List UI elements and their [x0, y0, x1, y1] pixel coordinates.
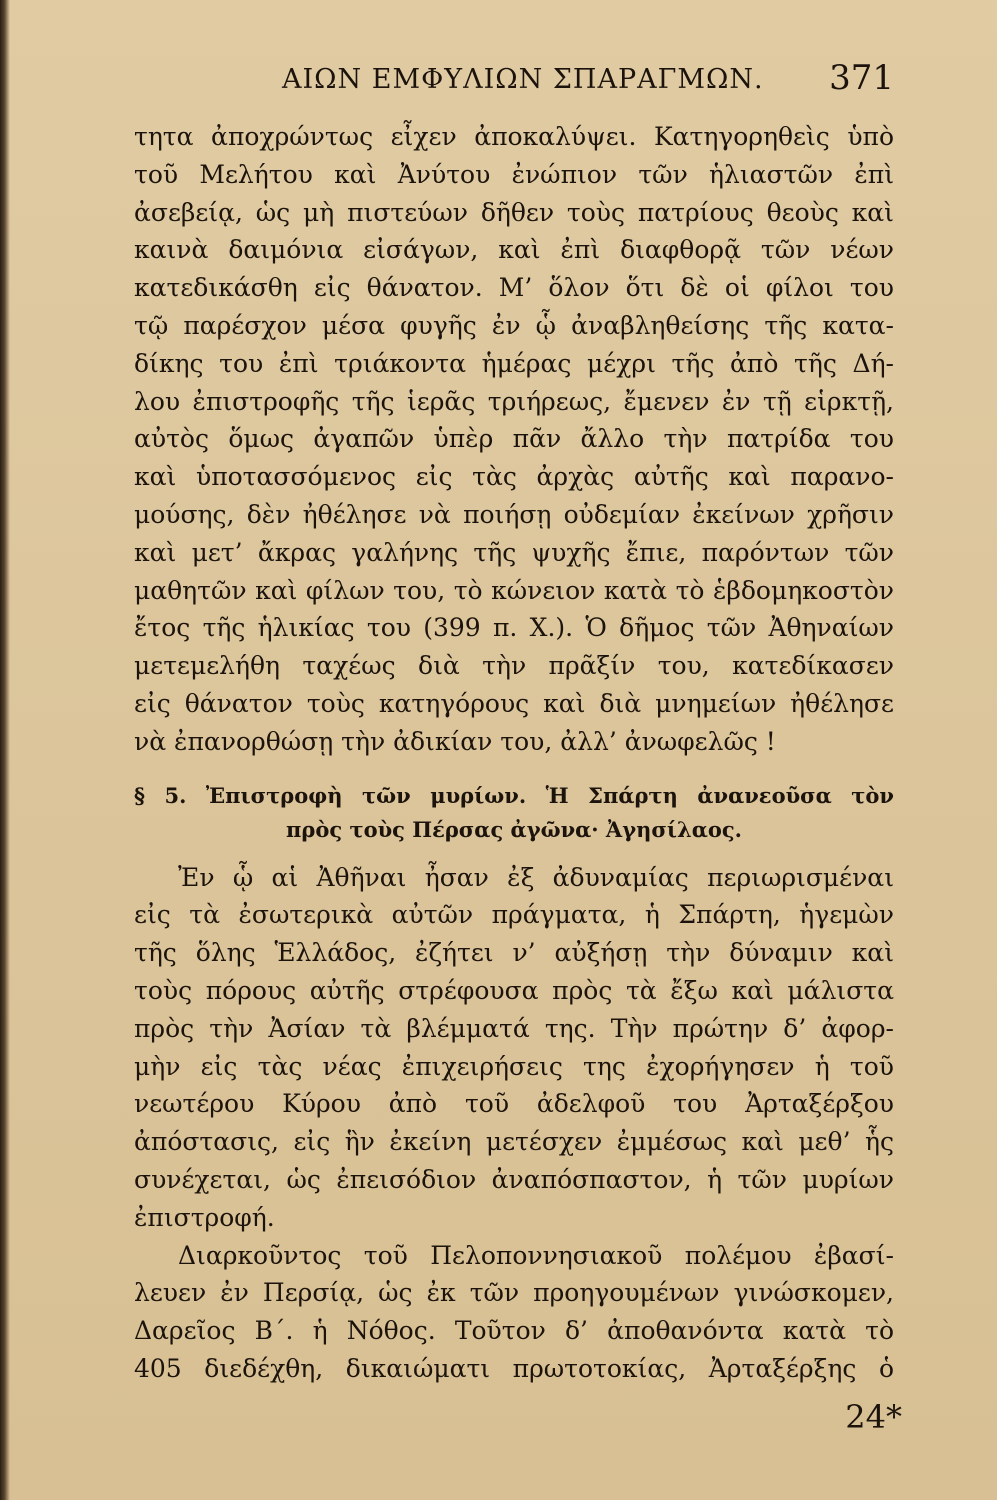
text-line: πρὸς τὴν Ἀσίαν τὰ βλέμματά της. Τὴν πρώτην δ’ ἀφορ-: [134, 1013, 894, 1043]
text-line: μαθητῶν καὶ φίλων του, τὸ κώνειον κατὰ τὸ ἑβδομηκοστὸν: [134, 575, 894, 605]
text-line: λευεν ἐν Περσίᾳ, ὡς ἐκ τῶν προηγουμένων γινώσκομεν,: [134, 1278, 894, 1308]
text-line: συνέχεται, ὡς ἐπεισόδιον ἀναπόσπαστον, ἡ τῶν μυρίων: [134, 1164, 894, 1194]
text-line: καινὰ δαιμόνια εἰσάγων, καὶ ἐπὶ διαφθορᾷ τῶν νέων: [134, 235, 894, 265]
text-line: τητα ἀποχρώντως εἶχεν ἀποκαλύψει. Κατηγορηθεὶς ὑπὸ: [134, 122, 894, 151]
page-binding-edge: [0, 0, 10, 1500]
section-heading: [134, 779, 894, 847]
paragraph-3: [134, 1237, 894, 1388]
page-header: [134, 58, 894, 104]
text-line: Ἐν ᾧ αἱ Ἀθῆναι ἦσαν ἐξ ἀδυναμίας περιωρισμέναι: [178, 862, 894, 892]
section-heading-line-1: § 5. Ἐπιστροφὴ τῶν μυρίων. Ἡ Σπάρτη ἀνανεοῦσα τὸν: [134, 782, 894, 808]
text-line: εἰς τὰ ἐσωτερικὰ αὐτῶν πράγματα, ἡ Σπάρτη, ἡγεμὼν: [134, 900, 894, 930]
text-line: ἔτος τῆς ἡλικίας του (399 π. Χ.). Ὁ δῆμος τῶν Ἀθηναίων: [134, 613, 894, 643]
text-line: Διαρκοῦντος τοῦ Πελοποννησιακοῦ πολέμου ἐβασί-: [178, 1240, 894, 1270]
text-line: λου ἐπιστροφῆς τῆς ἱερᾶς τριήρεως, ἔμενεν ἐν τῇ εἱρκτῇ,: [134, 386, 894, 416]
text-line: εἰς θάνατον τοὺς κατηγόρους καὶ διὰ μνημείων ἠθέλησε: [134, 688, 894, 718]
text-line: καὶ μετ’ ἄκρας γαλήνης τῆς ψυχῆς ἔπιε, παρόντων τῶν: [134, 537, 894, 567]
page-number: 371: [829, 58, 894, 98]
paragraph-1: [134, 118, 894, 761]
text-line: καὶ ὑποτασσόμενος εἰς τὰς ἀρχὰς αὐτῆς καὶ παρανο-: [134, 462, 894, 492]
text-line: τοῦ Μελήτου καὶ Ἀνύτου ἐνώπιον τῶν ἡλιαστῶν ἐπὶ: [134, 159, 894, 189]
text-line: μετεμελήθη ταχέως διὰ τὴν πρᾶξίν του, κατεδίκασεν: [134, 651, 894, 681]
page-body: [134, 118, 894, 1388]
running-head: ΑΙΩΝ ΕΜΦΥΛΙΩΝ ΣΠΑΡΑΓΜΩΝ.: [282, 64, 764, 95]
text-line: ἀπόστασις, εἰς ἣν ἐκείνη μετέσχεν ἐμμέσως καὶ μεθ’ ἧς: [134, 1127, 894, 1157]
text-line: ἐπιστροφή.: [134, 1202, 275, 1232]
text-line: τῆς ὅλης Ἑλλάδος, ἐζήτει ν’ αὐξήσῃ τὴν δύναμιν καὶ: [134, 938, 894, 968]
text-line: δίκης του ἐπὶ τριάκοντα ἡμέρας μέχρι τῆς ἀπὸ τῆς Δή-: [134, 348, 894, 378]
text-line: 405 διεδέχθη, δικαιώματι πρωτοτοκίας, Ἀρταξέρξης ὁ: [134, 1353, 894, 1383]
section-heading-line-2: πρὸς τοὺς Πέρσας ἀγῶνα· Ἀγησίλαος.: [286, 816, 742, 842]
text-line: νεωτέρου Κύρου ἀπὸ τοῦ ἀδελφοῦ του Ἀρταξέρξου: [134, 1089, 894, 1119]
text-line: μούσης, δὲν ἠθέλησε νὰ ποιήσῃ οὐδεμίαν ἐκείνων χρῆσιν: [134, 499, 894, 529]
text-line: νὰ ἐπανορθώσῃ τὴν ἀδικίαν του, ἀλλ’ ἀνωφελῶς !: [134, 726, 776, 756]
paragraph-2: [134, 859, 894, 1237]
text-line: ἀσεβείᾳ, ὡς μὴ πιστεύων δῆθεν τοὺς πατρίους θεοὺς καὶ: [134, 197, 894, 227]
text-line: τοὺς πόρους αὐτῆς στρέφουσα πρὸς τὰ ἔξω καὶ μάλιστα: [134, 975, 894, 1005]
text-line: τῷ παρέσχον μέσα φυγῆς ἐν ᾧ ἀναβληθείσης τῆς κατα-: [134, 310, 894, 340]
signature-mark: 24*: [845, 1398, 902, 1436]
text-line: Δαρεῖος Β΄. ἡ Νόθος. Τοῦτον δ’ ἀποθανόντα κατὰ τὸ: [134, 1316, 894, 1346]
text-line: μὴν εἰς τὰς νέας ἐπιχειρήσεις της ἐχορήγησεν ἡ τοῦ: [134, 1051, 894, 1081]
text-line: αὐτὸς ὅμως ἀγαπῶν ὑπὲρ πᾶν ἄλλο τὴν πατρίδα του: [134, 424, 894, 454]
text-line: κατεδικάσθη εἰς θάνατον. Μ’ ὅλον ὅτι δὲ οἱ φίλοι του: [134, 273, 894, 303]
